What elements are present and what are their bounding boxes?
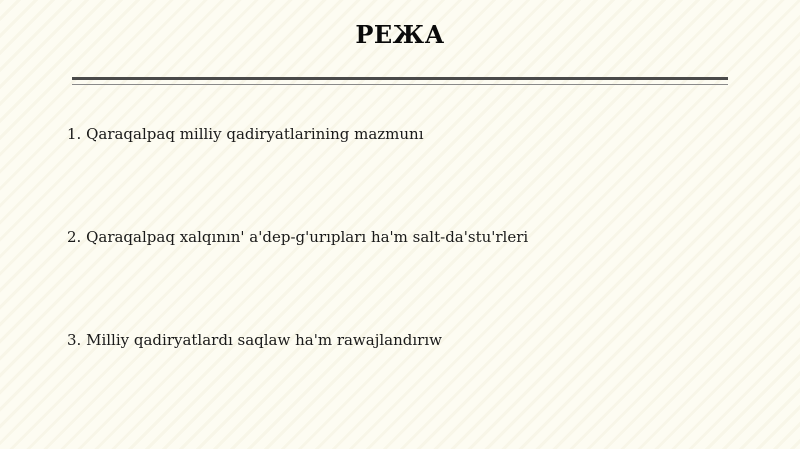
plan-item: 1. Qaraqalpaq milliy qadiryatlarining mazmunı	[67, 125, 424, 143]
slide-title: РЕЖА	[355, 20, 445, 49]
plan-item: 2. Qaraqalpaq xalqının' a'dep-g'urıpları ha'm salt-da'stu'rleri	[67, 228, 529, 246]
title-divider	[72, 77, 728, 86]
divider-thick-line	[72, 77, 728, 80]
divider-thin-line	[72, 84, 728, 85]
plan-item: 3. Milliy qadiryatlardı saqlaw ha'm rawajlandırıw	[67, 331, 442, 349]
